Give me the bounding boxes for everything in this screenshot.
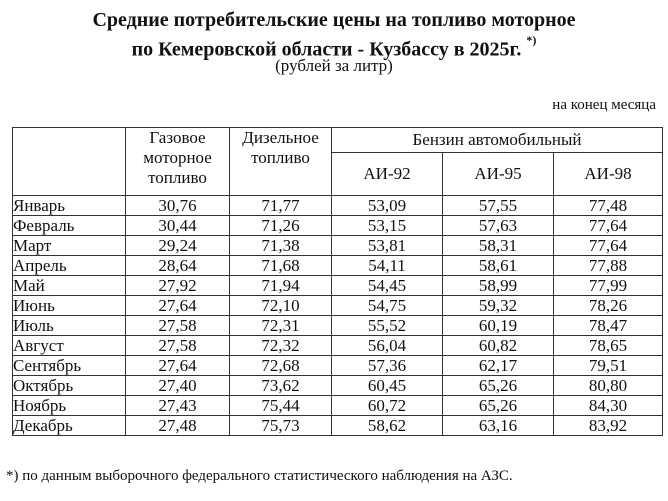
ai98-price-cell: 77,64 <box>554 236 663 256</box>
diesel-price-cell: 73,62 <box>230 376 332 396</box>
ai92-price-cell: 55,52 <box>332 316 443 336</box>
diesel-price-cell: 72,31 <box>230 316 332 336</box>
ai98-price-cell: 79,51 <box>554 356 663 376</box>
ai92-price-cell: 53,09 <box>332 196 443 216</box>
ai95-price-cell: 60,82 <box>443 336 554 356</box>
gas-price-cell: 29,24 <box>126 236 230 256</box>
ai95-price-cell: 62,17 <box>443 356 554 376</box>
diesel-price-cell: 72,10 <box>230 296 332 316</box>
ai92-price-cell: 60,72 <box>332 396 443 416</box>
diesel-price-cell: 71,26 <box>230 216 332 236</box>
table-row <box>13 296 663 316</box>
gas-price-cell: 27,64 <box>126 296 230 316</box>
gas-price-cell: 27,40 <box>126 376 230 396</box>
header-ai98: АИ-98 <box>554 153 663 196</box>
header-gasoline-group: Бензин автомобильный <box>332 128 663 153</box>
ai92-price-cell: 56,04 <box>332 336 443 356</box>
ai95-price-cell: 63,16 <box>443 416 554 436</box>
ai98-price-cell: 77,64 <box>554 216 663 236</box>
gas-price-cell: 27,58 <box>126 336 230 356</box>
table-row <box>13 316 663 336</box>
ai98-price-cell: 77,48 <box>554 196 663 216</box>
diesel-price-cell: 75,73 <box>230 416 332 436</box>
table-row <box>13 396 663 416</box>
diesel-price-cell: 75,44 <box>230 396 332 416</box>
ai95-price-cell: 65,26 <box>443 396 554 416</box>
gas-price-cell: 27,92 <box>126 276 230 296</box>
ai98-price-cell: 77,99 <box>554 276 663 296</box>
table-row <box>13 356 663 376</box>
gas-price-cell: 27,48 <box>126 416 230 436</box>
month-cell: Февраль <box>13 216 126 236</box>
ai92-price-cell: 53,81 <box>332 236 443 256</box>
source-footnote: *) по данным выборочного федерального статистического наблюдения на АЗС. <box>6 468 513 484</box>
ai95-price-cell: 58,31 <box>443 236 554 256</box>
month-cell: Июль <box>13 316 126 336</box>
units-subtitle: (рублей за литр) <box>275 56 393 75</box>
month-cell: Ноябрь <box>13 396 126 416</box>
ai95-price-cell: 60,19 <box>443 316 554 336</box>
title-line-1: Средние потребительские цены на топливо моторное <box>92 9 576 31</box>
month-cell: Май <box>13 276 126 296</box>
month-cell: Июнь <box>13 296 126 316</box>
header-ai95: АИ-95 <box>443 153 554 196</box>
ai95-price-cell: 65,26 <box>443 376 554 396</box>
table-row <box>13 336 663 356</box>
ai98-price-cell: 80,80 <box>554 376 663 396</box>
table-row <box>13 416 663 436</box>
period-note: на конец месяца <box>552 97 656 113</box>
month-cell: Август <box>13 336 126 356</box>
table-row <box>13 216 663 236</box>
ai92-price-cell: 54,45 <box>332 276 443 296</box>
table-row <box>13 256 663 276</box>
title-footnote-mark: *) <box>526 33 537 47</box>
month-cell: Январь <box>13 196 126 216</box>
ai98-price-cell: 78,65 <box>554 336 663 356</box>
ai98-price-cell: 78,26 <box>554 296 663 316</box>
ai92-price-cell: 60,45 <box>332 376 443 396</box>
ai98-price-cell: 84,30 <box>554 396 663 416</box>
table-row <box>13 236 663 256</box>
ai92-price-cell: 54,11 <box>332 256 443 276</box>
ai95-price-cell: 59,32 <box>443 296 554 316</box>
gas-price-cell: 30,76 <box>126 196 230 216</box>
ai92-price-cell: 53,15 <box>332 216 443 236</box>
ai92-price-cell: 54,75 <box>332 296 443 316</box>
month-cell: Апрель <box>13 256 126 276</box>
header-month-blank <box>13 128 126 196</box>
header-ai92: АИ-92 <box>332 153 443 196</box>
ai95-price-cell: 58,99 <box>443 276 554 296</box>
gas-price-cell: 28,64 <box>126 256 230 276</box>
header-diesel: Дизельное топливо <box>230 128 332 196</box>
ai92-price-cell: 57,36 <box>332 356 443 376</box>
header-gas-fuel: Газовое моторное топливо <box>126 128 230 196</box>
month-cell: Март <box>13 236 126 256</box>
ai95-price-cell: 57,55 <box>443 196 554 216</box>
diesel-price-cell: 72,68 <box>230 356 332 376</box>
table-row <box>13 376 663 396</box>
month-cell: Сентябрь <box>13 356 126 376</box>
gas-price-cell: 30,44 <box>126 216 230 236</box>
month-cell: Декабрь <box>13 416 126 436</box>
table-row <box>13 196 663 216</box>
fuel-prices-table <box>12 127 663 436</box>
ai98-price-cell: 77,88 <box>554 256 663 276</box>
gas-price-cell: 27,64 <box>126 356 230 376</box>
diesel-price-cell: 71,68 <box>230 256 332 276</box>
header-row-1 <box>13 128 663 153</box>
gas-price-cell: 27,43 <box>126 396 230 416</box>
title-line-2-text: по Кемеровской области - Кузбассу в 2025г. <box>131 38 522 61</box>
month-cell: Октябрь <box>13 376 126 396</box>
ai95-price-cell: 58,61 <box>443 256 554 276</box>
ai98-price-cell: 83,92 <box>554 416 663 436</box>
diesel-price-cell: 71,77 <box>230 196 332 216</box>
ai95-price-cell: 57,63 <box>443 216 554 236</box>
diesel-price-cell: 71,94 <box>230 276 332 296</box>
ai92-price-cell: 58,62 <box>332 416 443 436</box>
table-row <box>13 276 663 296</box>
diesel-price-cell: 72,32 <box>230 336 332 356</box>
document-title <box>0 8 668 62</box>
ai98-price-cell: 78,47 <box>554 316 663 336</box>
gas-price-cell: 27,58 <box>126 316 230 336</box>
diesel-price-cell: 71,38 <box>230 236 332 256</box>
